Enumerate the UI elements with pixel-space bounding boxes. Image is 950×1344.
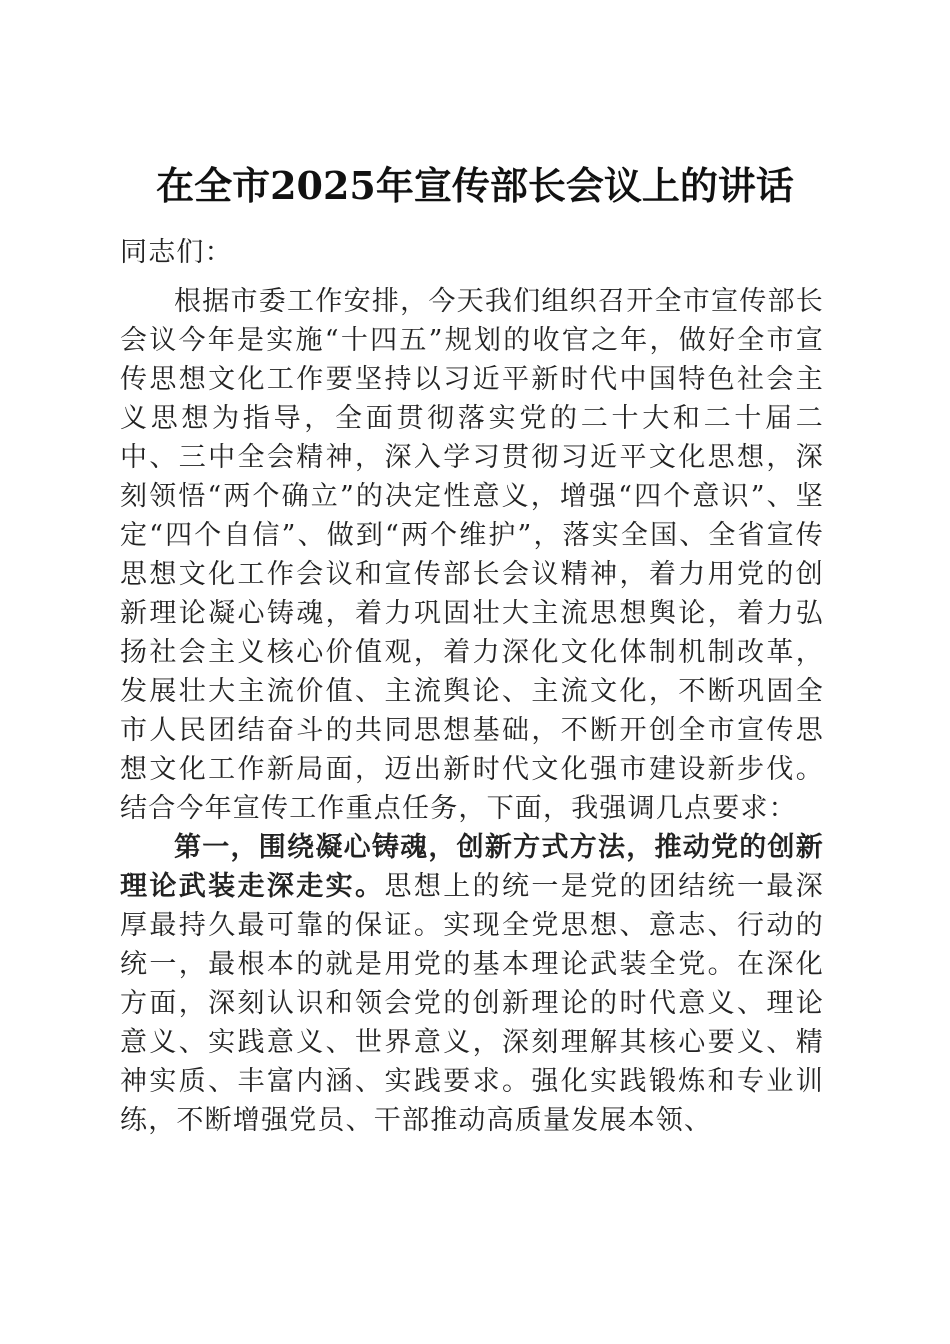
document-body: [120, 233, 824, 1140]
paragraph-intro: 根据市委工作安排，今天我们组织召开全市宣传部长会议今年是实施“十四五”规划的收官之年，做好全市宣传思想文化工作要坚持以习近平新时代中国特色社会主义思想为指导，全面贯彻落实党的二十大和二十届二中、三中全会精神，深入学习贯彻习近平文化思想，深刻领悟“两个确立”的决定性意义，增强“四个意识”、坚定“四个自信”、做到“两个维护”，落实全国、全省宣传思想文化工作会议和宣传部长会议精神，着力用党的创新理论凝心铸魂，着力巩固壮大主流思想舆论，着力弘扬社会主义核心价值观，着力深化文化体制机制改革，发展壮大主流价值、主流舆论、主流文化，不断巩固全市人民团结奋斗的共同思想基础，不断开创全市宣传思想文化工作新局面，迈出新时代文化强市建设新步伐。结合今年宣传工作重点任务，下面，我强调几点要求：: [120, 286, 824, 824]
paragraph-first-point: [120, 828, 824, 1140]
paragraph-first-point-lead: 第一，围绕凝心铸魂，创新方式方法，推动党的创新理论武装走深走实。: [120, 832, 824, 902]
paragraph-first-point-body: 思想上的统一是党的团结统一最深厚最持久最可靠的保证。实现全党思想、意志、行动的统一，最根本的就是用党的基本理论武装全党。在深化方面，深刻认识和领会党的创新理论的时代意义、理论意义、实践意义、世界意义，深刻理解其核心要义、精神实质、丰富内涵、实践要求。强化实践锻炼和专业训练，不断增强党员、干部推动高质量发展本领、: [120, 871, 825, 1136]
document-title: 在全市2025年宣传部长会议上的讲话: [156, 163, 794, 209]
salutation: 同志们：: [120, 237, 233, 268]
